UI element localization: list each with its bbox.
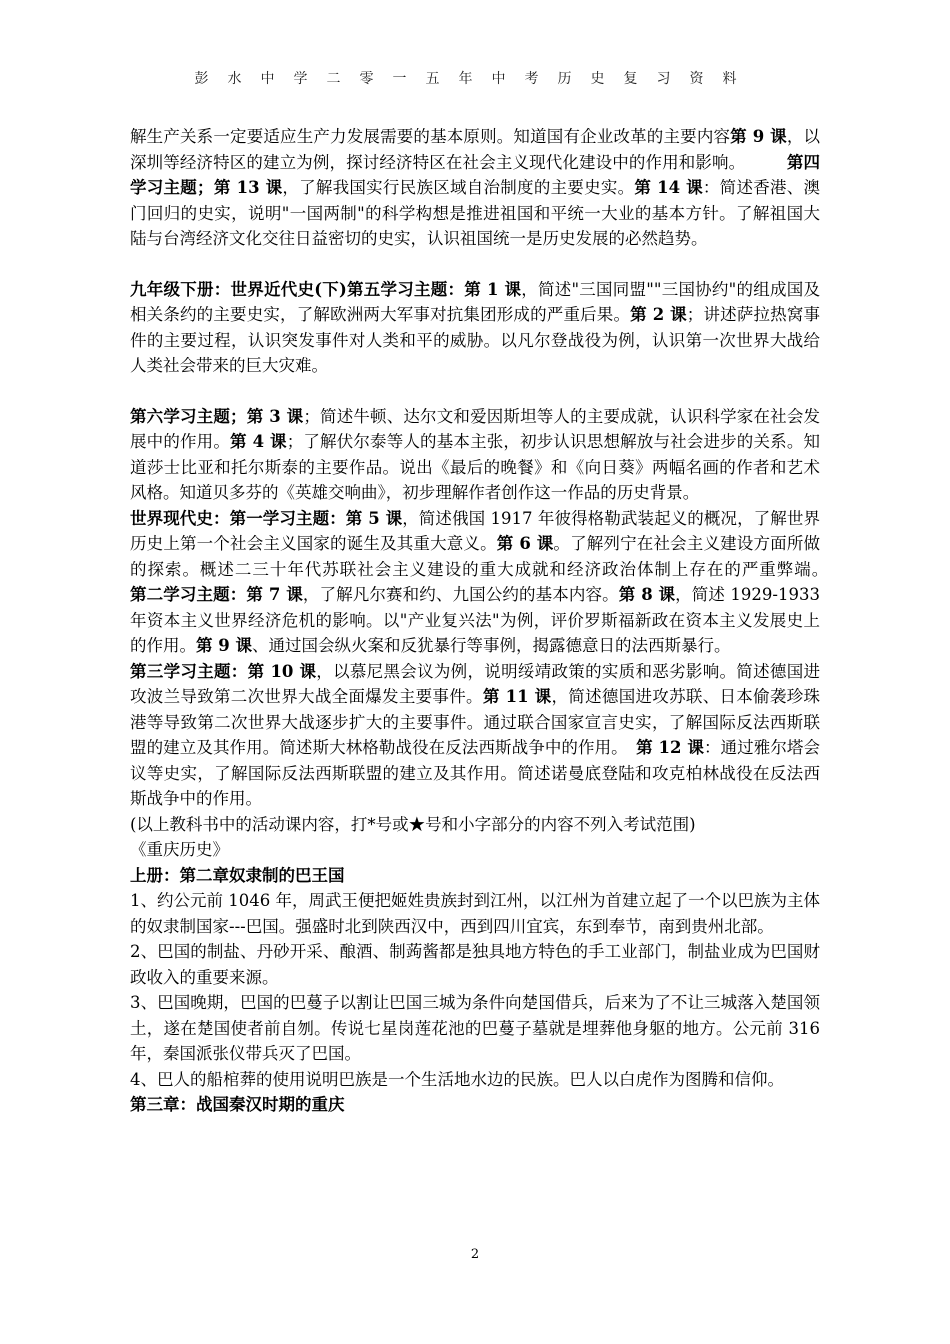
lesson-label: 世界现代史：第一学习主题：第 5 课 — [130, 508, 403, 528]
text-run: 、通过国会纵火案和反犹暴行等事例，揭露德意日的法西斯暴行。 — [251, 636, 731, 655]
lesson-label: 第 8 课 — [618, 585, 676, 604]
text-run: ；讲述萨拉热窝事件的主要过程，认识突发事件对人类和平的威胁。以凡尔登战役为例，认识第一次世界大战给人类社会带来的巨大灾难。 — [130, 305, 820, 375]
page-content — [130, 124, 870, 1118]
text-run: ；了解伏尔泰等人的基本主张，初步认识思想解放与社会进步的关系。知道莎士比亚和托尔斯泰的主要作品。说出《最后的晚餐》和《向日葵》两幅名画的作者和艺术风格。知道贝多芬的《英雄交响曲》，初步理解作者创作这一作品的历史背景。 — [130, 432, 820, 502]
chapter-3-heading: 第三章：战国秦汉时期的重庆 — [130, 1095, 345, 1114]
text-run: ；简述牛顿、达尔文和爱因斯坦等人的主要成就，认识科学家在社会发展中的作用。 — [130, 406, 820, 451]
book-title: 《重庆历史》 — [130, 840, 229, 859]
paragraph-1 — [130, 124, 820, 252]
exam-scope-note: (以上教科书中的活动课内容，打*号或★号和小字部分的内容不列入考试范围) — [130, 814, 696, 834]
lesson-label: 第 14 课 — [634, 178, 703, 197]
lesson-label: 第 9 课 — [196, 636, 252, 655]
lesson-label: 第 9 课 — [730, 127, 787, 146]
text-run: ：通过雅尔塔会议等史实，了解国际反法西斯联盟的建立及其作用。简述诺曼底登陆和攻克柏林战役在反法西斯战争中的作用。 — [130, 738, 821, 808]
paragraph-5 — [130, 659, 820, 812]
text-run: ：简述香港、澳门回归的史实，说明"一国两制"的科学构想是推进祖国和平统一大业的基本方针。了解祖国大陆与台湾经济文化交往日益密切的史实，认识祖国统一是历史发展的必然趋势。 — [130, 178, 821, 248]
lesson-label: 九年级下册：世界近代史(下)第五学习主题：第 1 课 — [130, 279, 522, 299]
list-item: 1、约公元前 1046 年，周武王便把姬姓贵族封到江州，以江州为首建立起了一个以巴族为主体的奴隶制国家---巴国。强盛时北到陕西汉中，西到四川宜宾，东到奉节，南到贵州北部。 — [130, 891, 820, 936]
list-item: 3、巴国晚期，巴国的巴蔓子以割让巴国三城为条件向楚国借兵，后来为了不让三城落入楚国领土，遂在楚国使者前自刎。传说七星岗莲花池的巴蔓子墓就是埋葬他身躯的地方。公元前 316 年，秦国派张仪带兵灭了巴国。 — [130, 993, 820, 1063]
lesson-label: 第 11 课 — [482, 687, 552, 706]
text-run: 。了解列宁在社会主义建设方面所做的探索。概述二三十年代苏联社会主义建设的重大成就和经济政治体制上存在的严重弊端。 — [130, 534, 870, 579]
text-run: ，以慕尼黑会议为例，说明绥靖政策的实质和恶劣影响。简述德国进攻波兰导致第二次世界大战全面爆发主要事件。 — [130, 661, 820, 706]
lesson-label: 第 12 课 — [636, 738, 704, 757]
text-run: ，简述 1929-1933 年资本主义世界经济危机的影响。以"产业复兴法"为例，评价罗斯福新政在资本主义发展史上的作用。 — [130, 585, 820, 655]
text-run: ，了解我国实行民族区域自治制度的主要史实。 — [282, 178, 635, 197]
text-run: ，以深圳等经济特区的建立为例，探讨经济特区在社会主义现代化建设中的作用和影响。 — [130, 127, 820, 172]
paragraph-gap — [130, 252, 820, 277]
lesson-label: 第 4 课 — [230, 432, 287, 451]
paragraph-gap — [130, 379, 820, 404]
text-run: ，简述"三国同盟""三国协约"的组成国及相关条约的主要史实，了解欧洲两大军事对抗集团形成的严重后果。 — [130, 279, 820, 324]
lesson-label: 第六学习主题；第 3 课 — [130, 406, 304, 426]
lesson-label: 第二学习主题：第 7 课 — [130, 585, 303, 604]
list-item: 4、巴人的船棺葬的使用说明巴族是一个生活地水边的民族。巴人以白虎作为图腾和信仰。 — [130, 1069, 784, 1089]
page-header: 彭水中学二零一五年中考历史复习资料 — [194, 71, 756, 87]
text-run: ，简述俄国 1917 年彼得格勒武装起义的概况，了解世界历史上第一个社会主义国家的诞生及其重大意义。 — [130, 508, 820, 553]
lesson-label: 第 6 课 — [496, 534, 554, 553]
text-run: ，了解凡尔赛和约、九国公约的基本内容。 — [302, 585, 619, 604]
chapter-2-heading: 上册：第二章奴隶制的巴王国 — [130, 865, 345, 885]
paragraph-4 — [130, 506, 870, 659]
lesson-label: 第 2 课 — [630, 305, 687, 324]
page-number: 2 — [470, 1247, 480, 1262]
text-run: 解生产关系一定要适应生产力发展需要的基本原则。知道国有企业改革的主要内容 — [130, 127, 731, 146]
lesson-label: 第四学习主题；第 13 课 — [130, 152, 821, 197]
lesson-label: 第三学习主题：第 10 课 — [130, 661, 317, 681]
list-item: 2、巴国的制盐、丹砂开采、酿酒、制蒟酱都是独具地方特色的手工业部门，制盐业成为巴国财政收入的重要来源。 — [130, 942, 820, 987]
text-run: ，简述德国进攻苏联、日本偷袭珍珠港等导致第二次世界大战逐步扩大的主要事件。通过联合国家宣言史实，了解国际反法西斯联盟的建立及其作用。简述斯大林格勒战役在反法西斯战争中的作用。 — [130, 687, 821, 757]
paragraph-3 — [130, 404, 820, 506]
paragraph-2 — [130, 277, 820, 379]
